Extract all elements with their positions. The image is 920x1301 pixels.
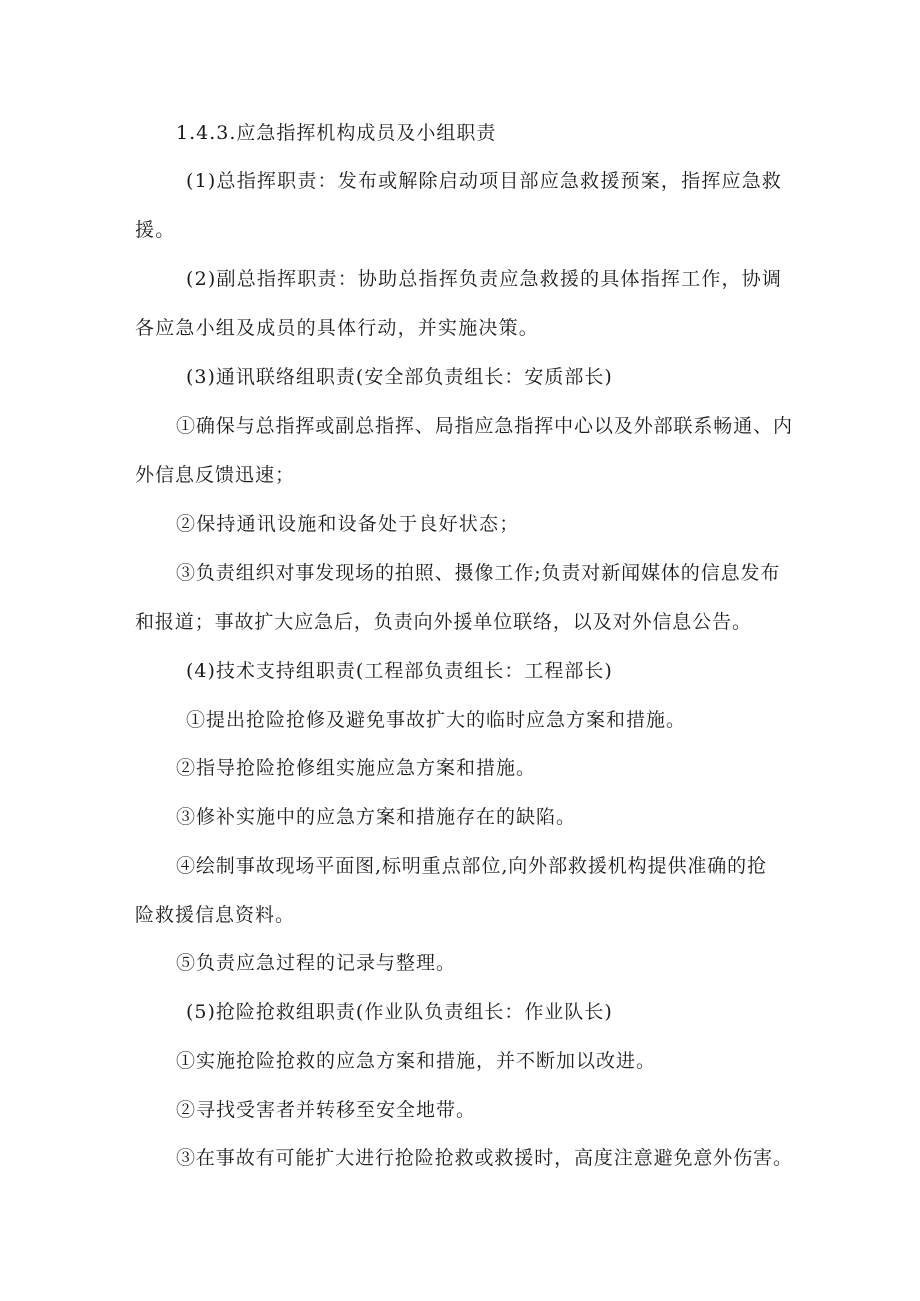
- paragraph-general-commander-line1: (1)总指挥职责：发布或解除启动项目部应急救援预案，指挥应急救: [186, 170, 783, 192]
- paragraph-deputy-commander-line2: 各应急小组及成员的具体行动，并实施决策。: [135, 317, 540, 339]
- list-item-technical-2: ②指导抢险抢修组实施应急方案和措施。: [176, 757, 537, 779]
- subsection-technical-support-title: (4)技术支持组职责(工程部负责组长：工程部长): [186, 660, 613, 682]
- section-heading: 1.4.3.应急指挥机构成员及小组职责: [176, 122, 497, 144]
- paragraph-deputy-commander-line1: (2)副总指挥职责：协助总指挥负责应急救援的具体指挥工作，协调: [186, 268, 783, 290]
- list-item-communication-3-line2: 和报道；事故扩大应急后，负责向外援单位联络，以及对外信息公告。: [135, 611, 752, 633]
- list-item-rescue-3: ③在事故有可能扩大进行抢险抢救或救援时，高度注意避免意外伤害。: [176, 1147, 793, 1169]
- list-item-rescue-2: ②寻找受害者并转移至安全地带。: [176, 1099, 477, 1121]
- list-item-communication-2: ②保持通讯设施和设备处于良好状态；: [176, 513, 520, 535]
- subsection-rescue-title: (5)抢险抢救组职责(作业队负责组长：作业队长): [186, 1001, 613, 1023]
- list-item-technical-5: ⑤负责应急过程的记录与整理。: [176, 952, 457, 974]
- list-item-technical-4-line1: ④绘制事故现场平面图,标明重点部位,向外部救援机构提供准确的抢: [176, 855, 767, 877]
- list-item-technical-3: ③修补实施中的应急方案和措施存在的缺陷。: [176, 806, 577, 828]
- list-item-technical-4-line2: 险救援信息资料。: [135, 904, 296, 926]
- subsection-communication-title: (3)通讯联络组职责(安全部负责组长：安质部长): [186, 366, 613, 388]
- list-item-communication-1-line2: 外信息反馈迅速；: [135, 464, 296, 486]
- list-item-communication-1-line1: ①确保与总指挥或副总指挥、局指应急指挥中心以及外部联系畅通、内: [176, 415, 793, 437]
- list-item-communication-3-line1: ③负责组织对事发现场的拍照、摄像工作;负责对新闻媒体的信息发布: [176, 562, 781, 584]
- paragraph-general-commander-line2: 援。: [135, 219, 176, 241]
- list-item-rescue-1: ①实施抢险抢救的应急方案和措施，并不断加以改进。: [176, 1050, 657, 1072]
- list-item-technical-1: ①提出抢险抢修及避免事故扩大的临时应急方案和措施。: [186, 709, 687, 731]
